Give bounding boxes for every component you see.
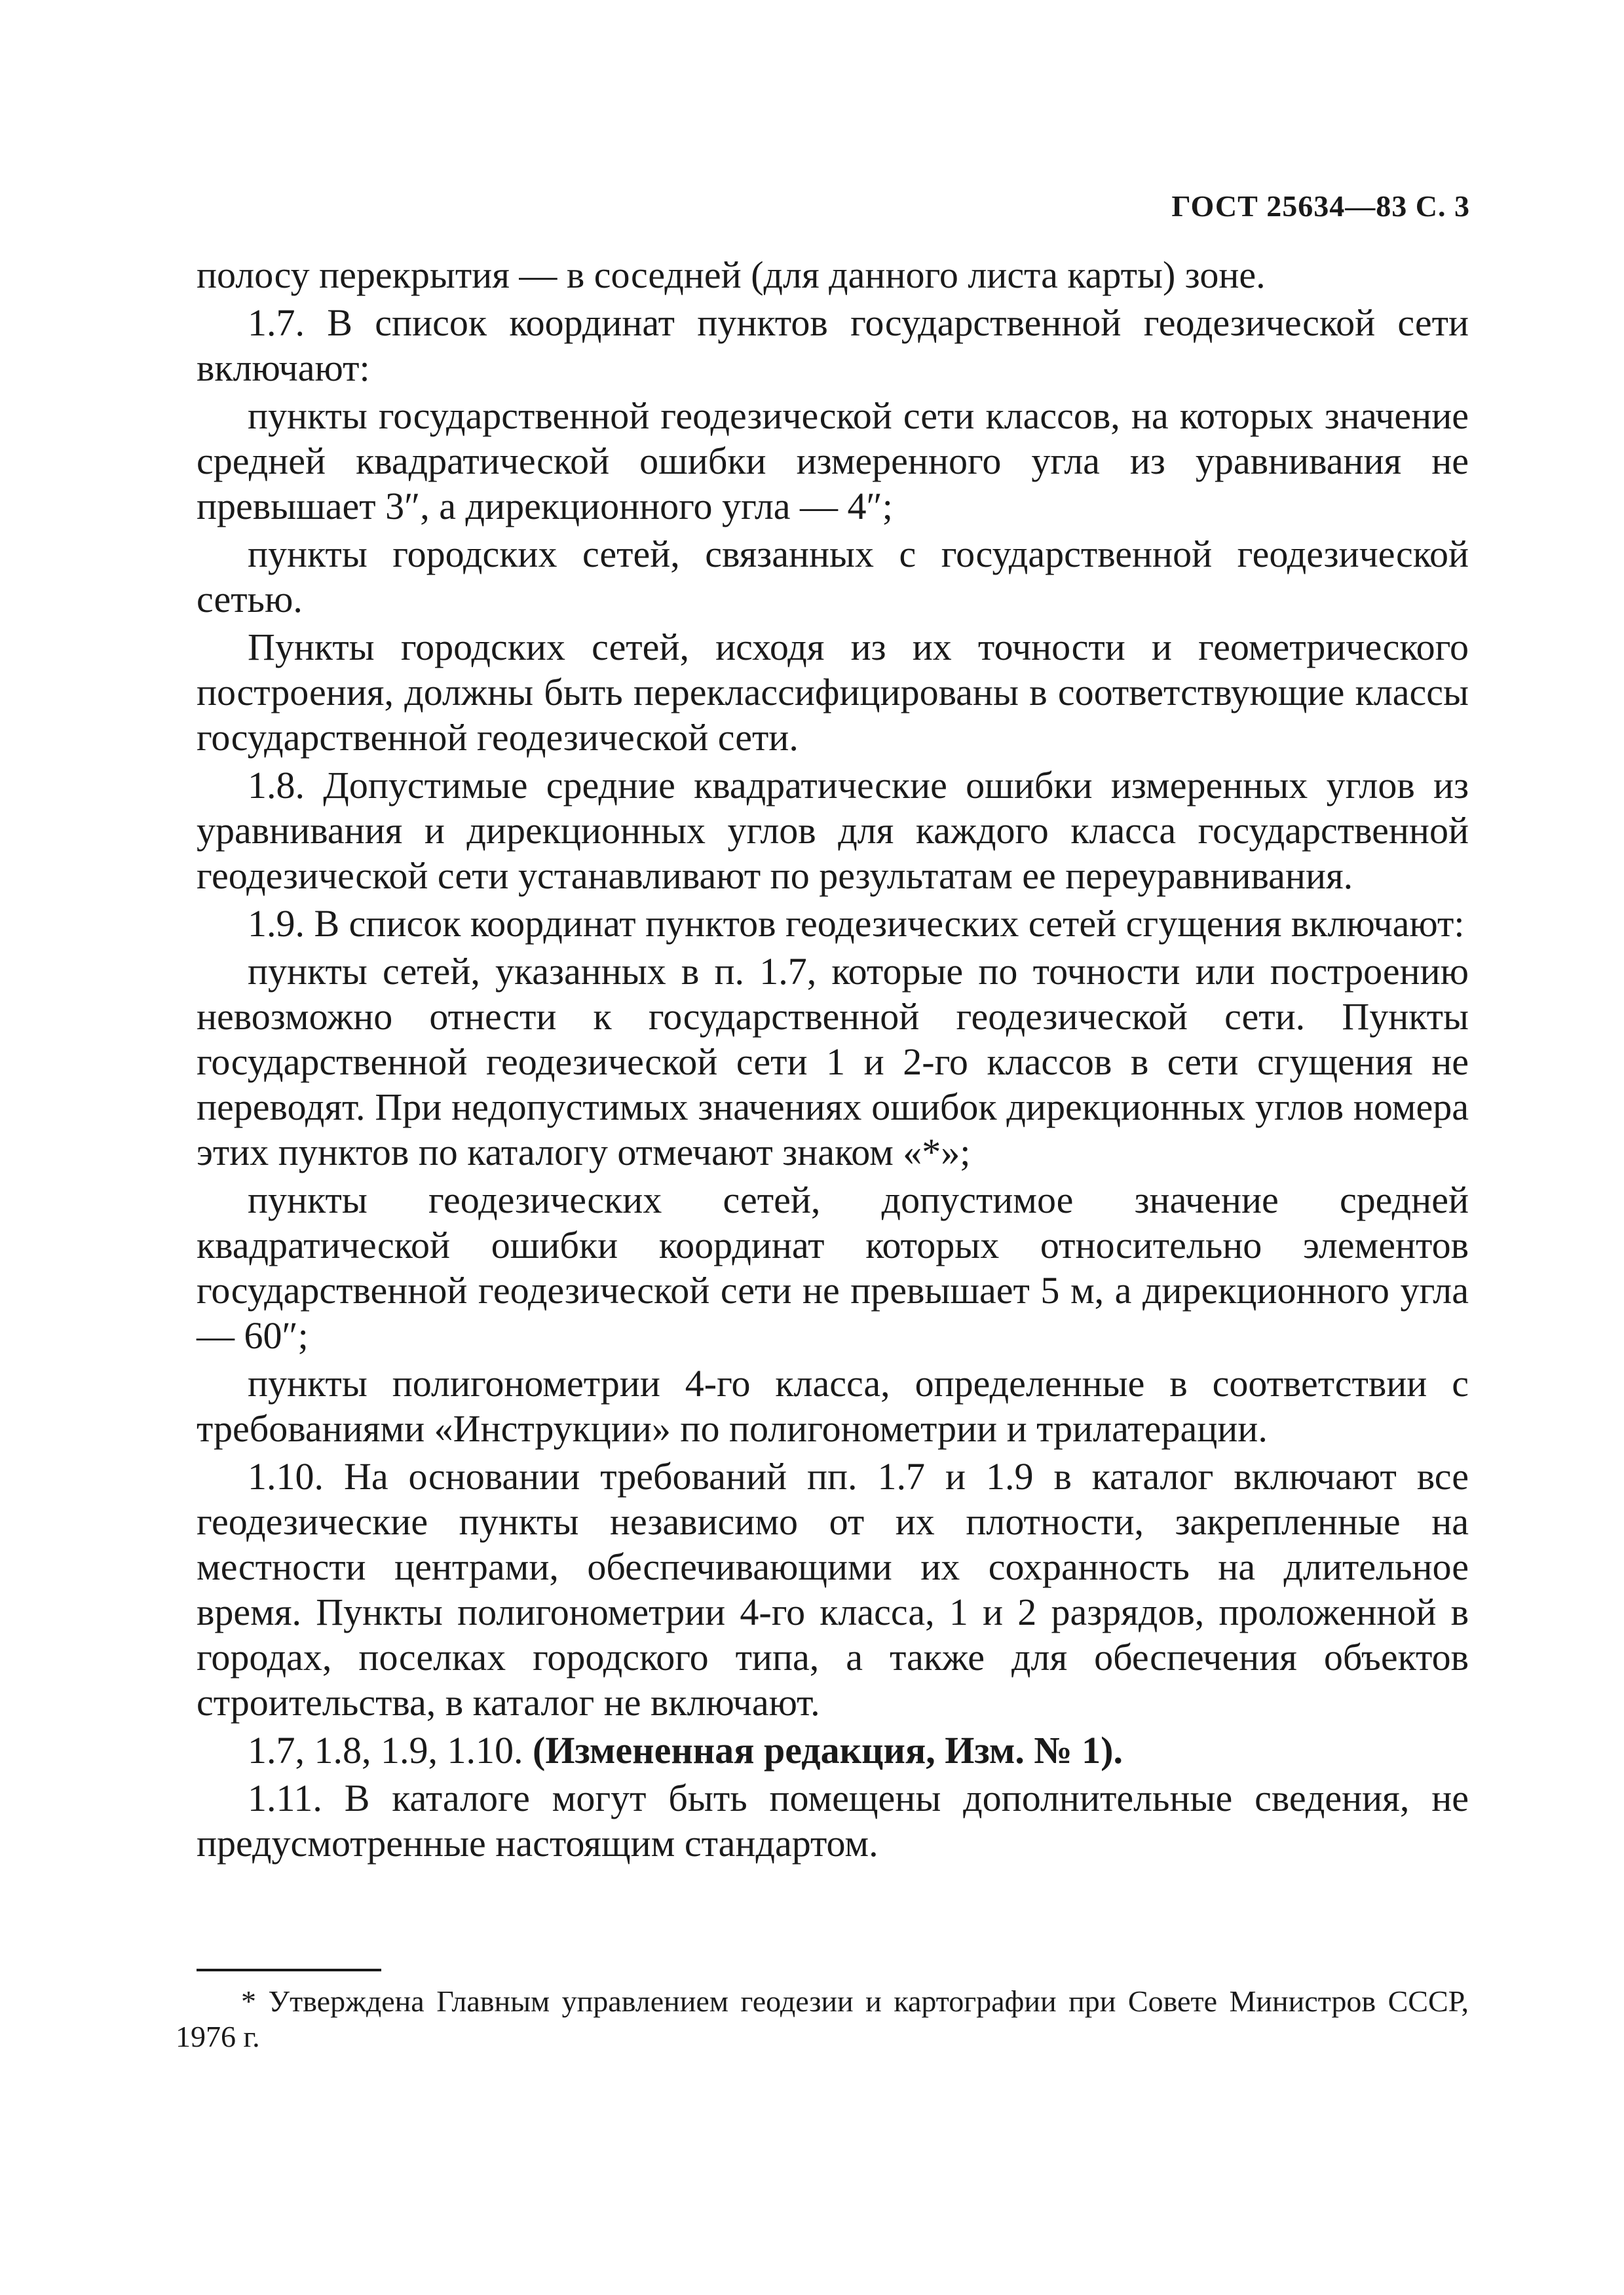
paragraph-1-7-item-2: пункты городских сетей, связанных с государственной геодезической сетью. [197, 533, 1469, 620]
paragraph-1-10: 1.10. На основании требований пп. 1.7 и 1.9 в каталог включают все геодезические пункты независимо от их плотности, закрепленные на местности центрами, обеспечивающими их сохранность на длительное время. Пункты полигонометрии 4-го класса, 1 и 2 разрядов, проложенной в городах, поселках городского типа, а также для обеспечения объектов строительства, в каталог не включают. [197, 1455, 1469, 1724]
amendment-note [197, 1728, 1469, 1773]
paragraph-1-9: 1.9. В список координат пунктов геодезических сетей сгущения включают: [248, 902, 1465, 945]
paragraph-continuation: полосу перекрытия — в соседней (для данного листа карты) зоне. [197, 254, 1266, 296]
paragraph-1-7-item-1: пункты государственной геодезической сети классов, на которых значение средней квадратической ошибки измеренного угла из уравнивания не превышает 3″, а дирекционного угла — 4″; [197, 394, 1469, 527]
paragraph-1-9-item-3: пункты полигонометрии 4-го класса, определенные в соответствии с требованиями «Инструкции» по полигонометрии и трилатерации. [197, 1362, 1469, 1450]
footnote [176, 1984, 1469, 2055]
footnote-text: * Утверждена Главным управлением геодезии и картографии при Совете Министров СССР, 1976 г. [176, 1984, 1469, 2053]
amendment-bold: (Измененная редакция, Изм. № 1). [533, 1729, 1123, 1772]
paragraph-1-9-item-2: пункты геодезических сетей, допустимое значение средней квадратической ошибки координат которых относительно элементов государственной геодезической сети не превышает 5 м, а дирекционного угла — 60″; [197, 1179, 1469, 1357]
paragraph-1-7: 1.7. В список координат пунктов государственной геодезической сети включают: [197, 301, 1469, 389]
paragraph-1-8: 1.8. Допустимые средние квадратические ошибки измеренных углов из уравнивания и дирекционных углов для каждого класса государственной геодезической сети устанавливают по результатам ее переуравнивания. [197, 764, 1469, 897]
paragraph-1-7-note: Пункты городских сетей, исходя из их точности и геометрического построения, должны быть переклассифицированы в соответствующие классы государственной геодезической сети. [197, 626, 1469, 759]
footnote-divider [197, 1969, 381, 1971]
document-body [197, 252, 1469, 1868]
page-header: ГОСТ 25634—83 С. 3 [1171, 189, 1470, 223]
amendment-prefix: 1.7, 1.8, 1.9, 1.10. [248, 1729, 533, 1772]
paragraph-1-9-item-1: пункты сетей, указанных в п. 1.7, которые по точности или построению невозможно отнести к государственной геодезической сети. Пункты государственной геодезической сети 1 и 2-го классов в сети сгущения не переводят. При недопустимых значениях ошибок дирекционных углов номера этих пунктов по каталогу отмечают знаком «*»; [197, 950, 1469, 1173]
paragraph-1-11: 1.11. В каталоге могут быть помещены дополнительные сведения, не предусмотренные настоящим стандартом. [197, 1777, 1469, 1865]
